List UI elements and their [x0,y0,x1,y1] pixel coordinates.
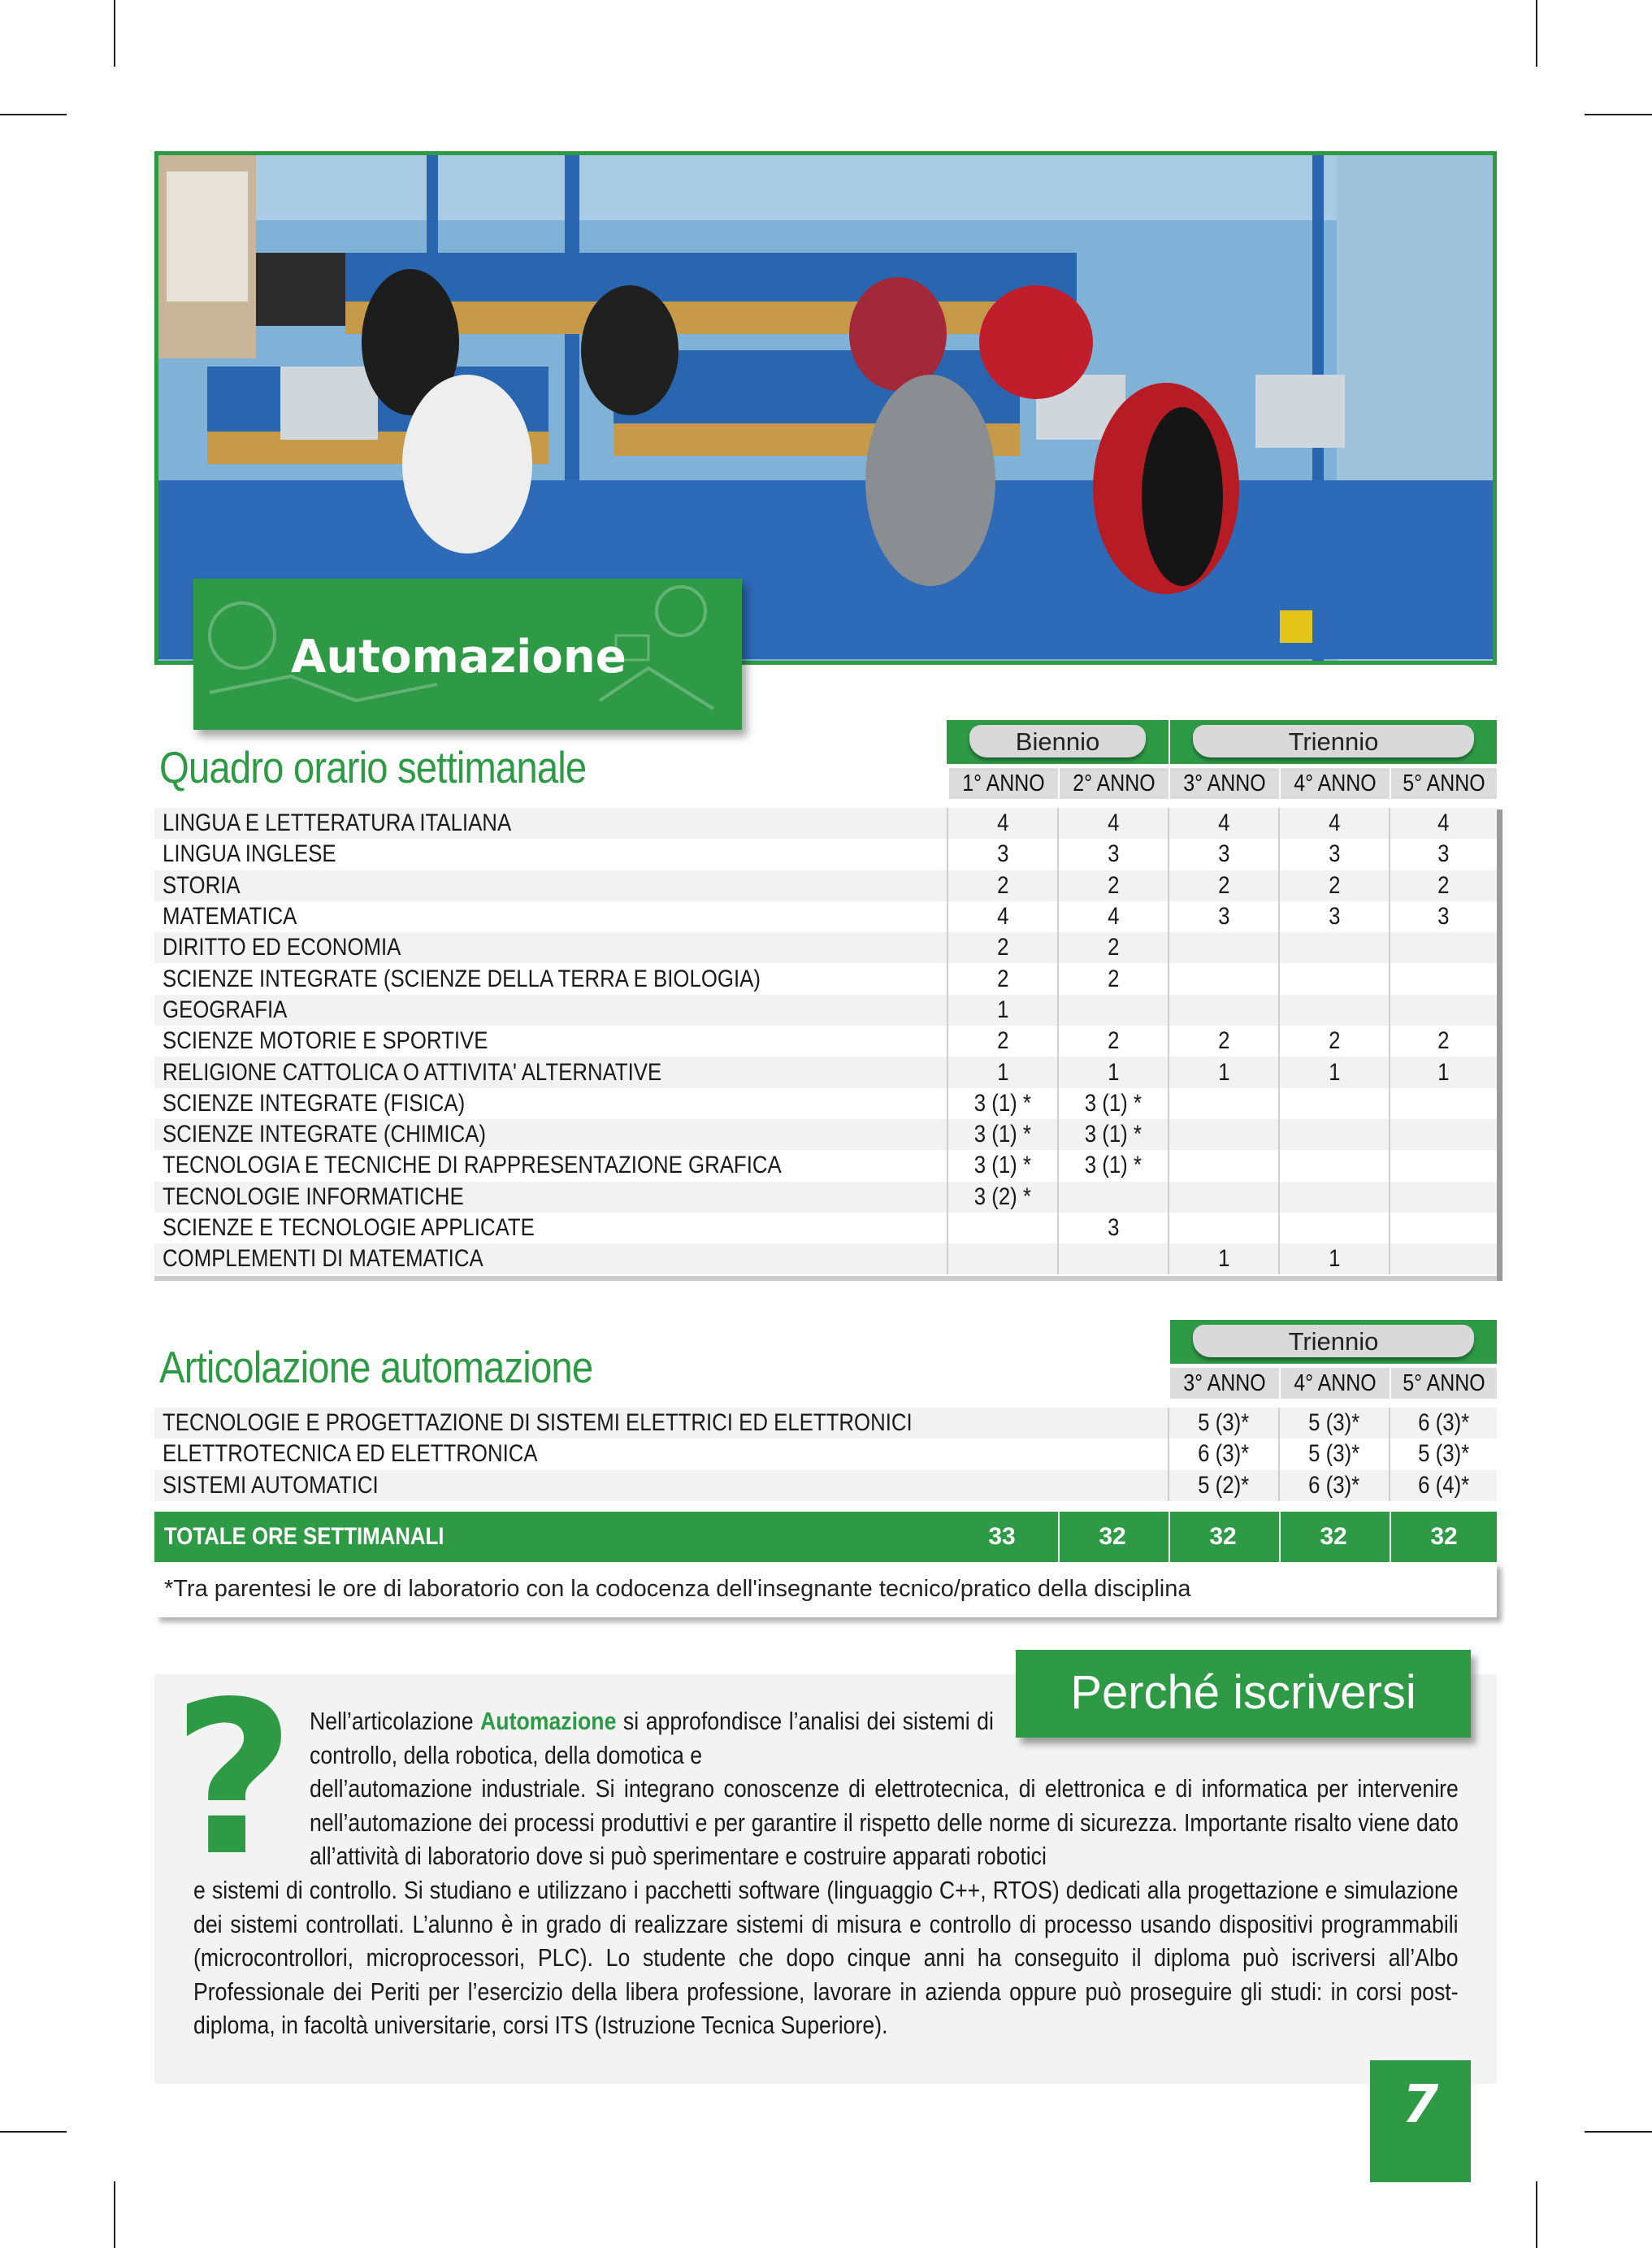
hours-cell: 3 [1169,839,1279,870]
hours-cell [1390,932,1497,963]
hours-cell: 4 [1058,808,1169,839]
table-row [154,1150,1497,1181]
hours-cell: 1 [1279,1057,1390,1087]
hours-cell: 3 [947,839,1058,870]
hours-cell: 4 [1390,808,1497,839]
section-title: Automazione [291,631,627,684]
year-header: 5° ANNO [1391,1368,1497,1399]
subject-cell: DIRITTO ED ECONOMIA [154,932,947,963]
subject-cell: TECNOLOGIE INFORMATICHE [154,1182,947,1213]
year-header: 4° ANNO [1281,768,1390,799]
totale-value: 32 [1099,1523,1126,1550]
hours-cell [1058,995,1169,1026]
biennio-tab [947,720,1169,764]
footnote [154,1562,1497,1617]
hours-cell: 2 [1058,932,1169,963]
hours-cell [1279,963,1390,994]
table-shadow [1497,809,1502,1281]
crop-mark [0,114,67,115]
crop-mark [1585,2131,1652,2133]
hours-cell: 3 [1390,901,1497,932]
table-row [154,995,1497,1026]
year-header: 3° ANNO [1170,768,1279,799]
table-shadow [154,1276,1502,1281]
hours-cell: 3 [1058,839,1169,870]
hours-cell: 3 [1279,901,1390,932]
hours-cell [1279,1150,1390,1181]
body-indented: dell’automazione industriale. Si integrano conoscenze di elettrotecnica, di elettronica e di informatica per intervenire nell’automazione dei processi produttivi e per garantire il rispetto delle norme di sicurezza. Importante risalto viene dato all’attività di laboratorio dove si può sperimentare e costruire apparati robotici [310,1774,1459,1870]
totale-value: 33 [988,1523,1016,1550]
subject-cell: SCIENZE INTEGRATE (CHIMICA) [154,1119,947,1150]
hours-cell: 3 (1) * [1058,1088,1169,1119]
hours-cell: 4 [1058,901,1169,932]
hours-cell [1279,1182,1390,1213]
hours-cell: 2 [1058,870,1169,901]
hours-cell: 3 [1058,1213,1169,1243]
hours-cell: 3 (1) * [947,1088,1058,1119]
hours-cell: 2 [947,963,1058,994]
hours-cell [1390,1182,1497,1213]
body-full: e sistemi di controllo. Si studiano e utilizzano i pacchetti software (linguaggio C++, RTOS) dedicati alla progettazione e simulazione dei sistemi controllati. L’alunno è in grado di realizzare sistemi di misura e controllo di processo usando dispositivi programmabili (microcontrollori, microprocessori, PLC). Lo studente che dopo cinque anni ha conseguito il diploma può iscriversi all’Albo Professionale dei Periti per l’esercizio della libera professione, lavorare in azienda oppure può proseguire gli studi: in corsi post-diploma, in facoltà universitarie, corsi ITS (Istruzione Tecnica Superiore). [193,1876,1459,2039]
table-row [154,839,1497,870]
hours-cell: 1 [1058,1057,1169,1087]
totale-label: TOTALE ORE SETTIMANALI [164,1523,444,1550]
table-row [154,870,1497,901]
hours-cell: 6 (3)* [1169,1439,1279,1469]
hours-cell: 3 (2) * [947,1182,1058,1213]
hours-cell [1058,1182,1169,1213]
hours-cell: 5 (3)* [1279,1408,1390,1439]
hours-cell: 2 [1279,870,1390,901]
table-row [154,1119,1497,1150]
highlight-automazione: Automazione [480,1707,617,1735]
articolazione-table [154,1408,1497,1501]
hours-cell: 1 [1279,1243,1390,1274]
hours-cell: 2 [1279,1026,1390,1057]
crop-mark [114,2181,115,2248]
hours-cell: 2 [1169,1026,1279,1057]
subject-cell: LINGUA E LETTERATURA ITALIANA [154,808,947,839]
subject-cell: STORIA [154,870,947,901]
hours-cell [1390,1150,1497,1181]
hours-cell: 4 [947,808,1058,839]
hours-cell: 4 [1169,808,1279,839]
year-header: 5° ANNO [1391,768,1497,799]
subject-cell: SCIENZE INTEGRATE (SCIENZE DELLA TERRA E BIOLOGIA) [154,963,947,994]
table-row [154,1026,1497,1057]
hours-cell: 4 [1279,808,1390,839]
triennio-label: Triennio [1193,1325,1474,1357]
table-row [154,1439,1497,1469]
table-row [154,1243,1497,1274]
totale-row [154,1512,1497,1562]
subject-cell: GEOGRAFIA [154,995,947,1026]
subject-cell: SCIENZE E TECNOLOGIE APPLICATE [154,1213,947,1243]
hours-cell: 3 [1279,839,1390,870]
table-row [154,1088,1497,1119]
table-row [154,1057,1497,1087]
crop-mark [0,2131,67,2133]
hours-cell: 2 [947,870,1058,901]
hours-cell [1169,963,1279,994]
triennio-label: Triennio [1193,725,1474,757]
hours-cell [1279,1088,1390,1119]
table-row [154,1213,1497,1243]
hours-cell: 6 (4)* [1390,1470,1497,1501]
subject-cell: RELIGIONE CATTOLICA O ATTIVITA' ALTERNATIVE [154,1057,947,1087]
hours-cell [1279,932,1390,963]
crop-mark [1536,2181,1537,2248]
hours-cell: 6 (3)* [1390,1408,1497,1439]
hours-cell [1390,1213,1497,1243]
why-title: Perché iscriversi [1016,1650,1471,1738]
hours-cell: 1 [1169,1243,1279,1274]
year-header: 2° ANNO [1060,768,1169,799]
subject-cell: LINGUA INGLESE [154,839,947,870]
hours-cell: 3 [1390,839,1497,870]
quadro-table [154,808,1497,1274]
hours-cell: 2 [1169,870,1279,901]
crop-mark [1536,0,1537,67]
hours-cell [1169,1119,1279,1150]
hours-cell: 2 [1058,963,1169,994]
year-header: 1° ANNO [949,768,1058,799]
hours-cell: 2 [1058,1026,1169,1057]
question-mark-icon: ? [172,1657,295,1903]
hours-cell: 6 (3)* [1279,1470,1390,1501]
hours-cell: 2 [947,932,1058,963]
hours-cell: 3 (1) * [947,1119,1058,1150]
hours-cell: 2 [947,1026,1058,1057]
hours-cell [1058,1243,1169,1274]
hours-cell [1169,1182,1279,1213]
subject-cell: MATEMATICA [154,901,947,932]
subject-cell: TECNOLOGIA E TECNICHE DI RAPPRESENTAZIONE GRAFICA [154,1150,947,1181]
hours-cell: 3 (1) * [947,1150,1058,1181]
crop-mark [1585,114,1652,115]
totale-value: 32 [1430,1523,1458,1550]
hours-cell [1169,932,1279,963]
hours-cell [1169,1150,1279,1181]
intro-paragraph: Nell’articolazione Automazione si approfondisce l’analisi dei sistemi di controllo, della robotica, della domotica e [310,1707,994,1769]
hours-cell: 1 [947,995,1058,1026]
hours-cell [1390,1119,1497,1150]
hours-cell [1390,995,1497,1026]
hours-cell: 3 (1) * [1058,1119,1169,1150]
table-row [154,901,1497,932]
table-row [154,808,1497,839]
hours-cell [1169,995,1279,1026]
hours-cell [1169,1213,1279,1243]
page-number: 7 [1370,2060,1471,2182]
hours-cell: 3 (1) * [1058,1150,1169,1181]
year-header: 4° ANNO [1281,1368,1390,1399]
hours-cell: 1 [947,1057,1058,1087]
subject-cell: COMPLEMENTI DI MATEMATICA [154,1243,947,1274]
hours-cell [1169,1088,1279,1119]
hours-cell: 5 (2)* [1169,1470,1279,1501]
hours-cell [1390,963,1497,994]
articolazione-title: Articolazione automazione [159,1342,593,1392]
hours-cell [947,1213,1058,1243]
hours-cell: 2 [1390,1026,1497,1057]
hours-cell: 4 [947,901,1058,932]
totale-value: 32 [1320,1523,1347,1550]
hours-cell [1279,1213,1390,1243]
year-header: 3° ANNO [1170,1368,1279,1399]
subject-cell: SISTEMI AUTOMATICI [154,1470,1169,1501]
subject-cell: ELETTROTECNICA ED ELETTRONICA [154,1439,1169,1469]
table-row [154,1408,1497,1439]
crop-mark [114,0,115,67]
subject-cell: SCIENZE INTEGRATE (FISICA) [154,1088,947,1119]
hours-cell: 5 (3)* [1169,1408,1279,1439]
hours-cell [1390,1088,1497,1119]
hours-cell: 5 (3)* [1390,1439,1497,1469]
subject-cell: SCIENZE MOTORIE E SPORTIVE [154,1026,947,1057]
hours-cell: 1 [1169,1057,1279,1087]
totale-value: 32 [1209,1523,1237,1550]
hours-cell: 3 [1169,901,1279,932]
hours-cell: 1 [1390,1057,1497,1087]
triennio-tab [1170,720,1497,764]
table-row [154,1182,1497,1213]
subject-cell: TECNOLOGIE E PROGETTAZIONE DI SISTEMI ELETTRICI ED ELETTRONICI [154,1408,1169,1439]
footnote-text: *Tra parentesi le ore di laboratorio con la codocenza dell'insegnante tecnico/pratico della disciplina [164,1576,1191,1602]
quadro-title: Quadro orario settimanale [159,742,587,792]
section-badge [193,579,742,730]
hours-cell [1390,1243,1497,1274]
table-row [154,1470,1497,1501]
table-row [154,963,1497,994]
table-row [154,932,1497,963]
biennio-label: Biennio [969,725,1146,757]
hours-cell [1279,1119,1390,1150]
triennio-tab [1170,1320,1497,1364]
hours-cell: 2 [1390,870,1497,901]
hours-cell: 5 (3)* [1279,1439,1390,1469]
hours-cell [947,1243,1058,1274]
hours-cell [1279,995,1390,1026]
